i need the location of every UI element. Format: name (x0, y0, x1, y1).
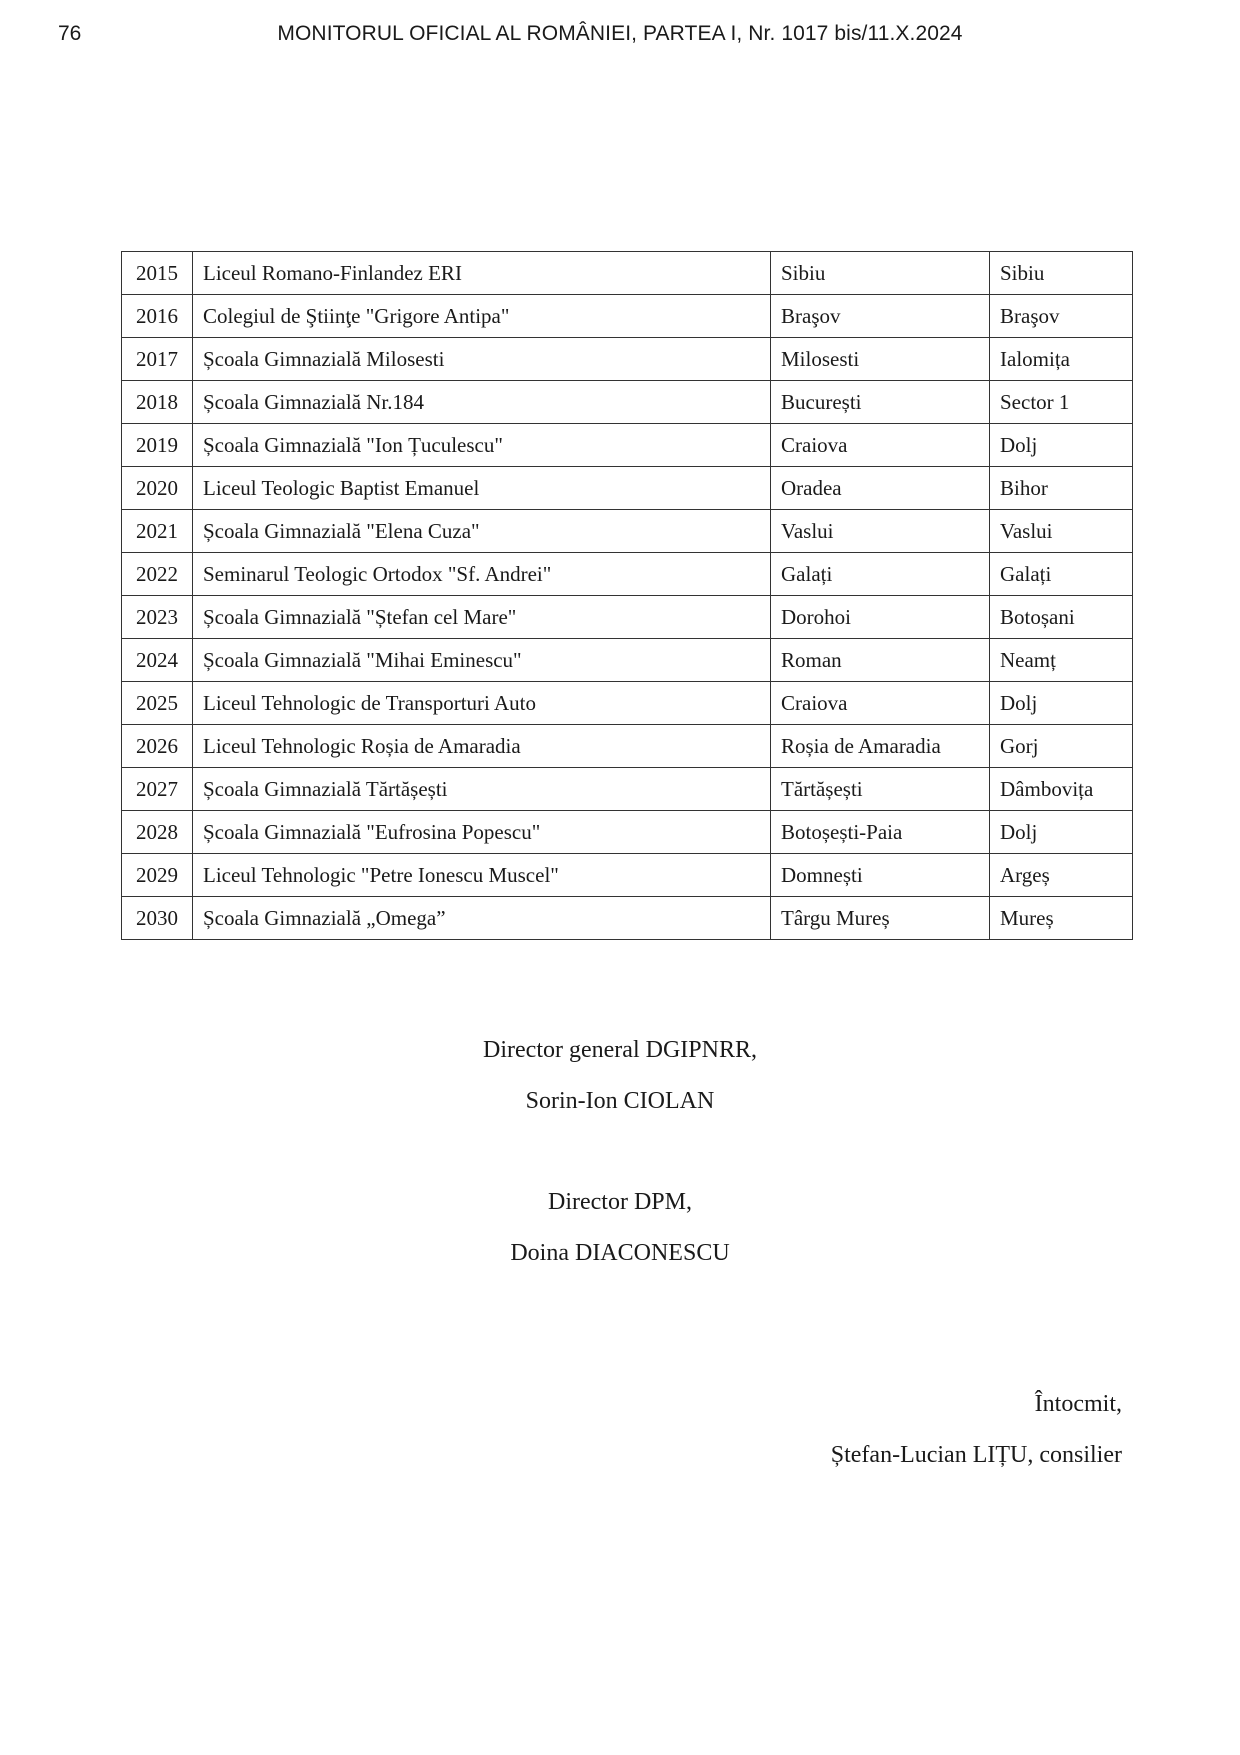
schools-table-body (122, 252, 1133, 940)
cell-county: Dolj (990, 682, 1133, 725)
cell-number: 2019 (122, 424, 193, 467)
cell-county: Sector 1 (990, 381, 1133, 424)
cell-number: 2021 (122, 510, 193, 553)
cell-number: 2016 (122, 295, 193, 338)
cell-number: 2020 (122, 467, 193, 510)
director-general-name: Sorin-Ion CIOLAN (525, 1088, 715, 1114)
cell-school-name: Școala Gimnazială "Ștefan cel Mare" (193, 596, 771, 639)
director-general-title: Director general DGIPNRR, (483, 1037, 757, 1063)
cell-county: Botoșani (990, 596, 1133, 639)
cell-school-name: Liceul Tehnologic de Transporturi Auto (193, 682, 771, 725)
cell-school-name: Școala Gimnazială "Mihai Eminescu" (193, 639, 771, 682)
cell-locality: Braşov (771, 295, 990, 338)
cell-number: 2022 (122, 553, 193, 596)
table-row (122, 467, 1133, 510)
cell-school-name: Școala Gimnazială "Eufrosina Popescu" (193, 811, 771, 854)
cell-number: 2017 (122, 338, 193, 381)
cell-number: 2023 (122, 596, 193, 639)
running-header: MONITORUL OFICIAL AL ROMÂNIEI, PARTEA I, Nr. 1017 bis/11.X.2024 (277, 22, 963, 45)
cell-locality: Roșia de Amaradia (771, 725, 990, 768)
cell-county: Braşov (990, 295, 1133, 338)
cell-school-name: Colegiul de Ştiinţe "Grigore Antipa" (193, 295, 771, 338)
cell-county: Neamț (990, 639, 1133, 682)
cell-county: Gorj (990, 725, 1133, 768)
cell-school-name: Liceul Tehnologic "Petre Ionescu Muscel" (193, 854, 771, 897)
cell-locality: Craiova (771, 424, 990, 467)
cell-locality: Botoșești-Paia (771, 811, 990, 854)
table-row (122, 725, 1133, 768)
cell-locality: Milosesti (771, 338, 990, 381)
page-number: 76 (58, 22, 82, 45)
cell-school-name: Școala Gimnazială Nr.184 (193, 381, 771, 424)
cell-locality: Craiova (771, 682, 990, 725)
cell-county: Dâmbovița (990, 768, 1133, 811)
schools-table (121, 251, 1133, 940)
table-row (122, 381, 1133, 424)
cell-county: Galați (990, 553, 1133, 596)
table-row (122, 682, 1133, 725)
cell-locality: Tărtășești (771, 768, 990, 811)
cell-locality: Roman (771, 639, 990, 682)
cell-locality: Dorohoi (771, 596, 990, 639)
cell-school-name: Școala Gimnazială Milosesti (193, 338, 771, 381)
table-row (122, 553, 1133, 596)
cell-locality: Vaslui (771, 510, 990, 553)
cell-number: 2027 (122, 768, 193, 811)
table-row (122, 897, 1133, 940)
cell-county: Ialomița (990, 338, 1133, 381)
cell-school-name: Liceul Tehnologic Roșia de Amaradia (193, 725, 771, 768)
cell-county: Bihor (990, 467, 1133, 510)
cell-number: 2018 (122, 381, 193, 424)
cell-school-name: Liceul Romano-Finlandez ERI (193, 252, 771, 295)
cell-school-name: Liceul Teologic Baptist Emanuel (193, 467, 771, 510)
cell-number: 2024 (122, 639, 193, 682)
prepared-by-name: Ștefan-Lucian LIȚU, consilier (830, 1442, 1122, 1468)
table-row (122, 338, 1133, 381)
cell-number: 2015 (122, 252, 193, 295)
table-row (122, 639, 1133, 682)
cell-number: 2028 (122, 811, 193, 854)
cell-locality: Oradea (771, 467, 990, 510)
cell-school-name: Școala Gimnazială „Omega” (193, 897, 771, 940)
cell-school-name: Seminarul Teologic Ortodox "Sf. Andrei" (193, 553, 771, 596)
cell-locality: Târgu Mureș (771, 897, 990, 940)
cell-county: Argeș (990, 854, 1133, 897)
director-dpm-name: Doina DIACONESCU (510, 1240, 730, 1266)
cell-number: 2030 (122, 897, 193, 940)
table-row (122, 424, 1133, 467)
cell-county: Dolj (990, 811, 1133, 854)
table-row (122, 811, 1133, 854)
cell-county: Vaslui (990, 510, 1133, 553)
prepared-by-label: Întocmit, (1034, 1391, 1122, 1417)
cell-school-name: Școala Gimnazială Tărtășești (193, 768, 771, 811)
table-row (122, 596, 1133, 639)
cell-locality: Domnești (771, 854, 990, 897)
cell-number: 2025 (122, 682, 193, 725)
cell-number: 2029 (122, 854, 193, 897)
table-row (122, 252, 1133, 295)
cell-locality: Galați (771, 553, 990, 596)
cell-locality: București (771, 381, 990, 424)
cell-school-name: Școala Gimnazială "Ion Țuculescu" (193, 424, 771, 467)
table-row (122, 295, 1133, 338)
cell-county: Dolj (990, 424, 1133, 467)
table-row (122, 510, 1133, 553)
director-dpm-title: Director DPM, (548, 1189, 692, 1215)
table-row (122, 768, 1133, 811)
cell-school-name: Școala Gimnazială "Elena Cuza" (193, 510, 771, 553)
cell-number: 2026 (122, 725, 193, 768)
cell-locality: Sibiu (771, 252, 990, 295)
cell-county: Sibiu (990, 252, 1133, 295)
table-row (122, 854, 1133, 897)
cell-county: Mureș (990, 897, 1133, 940)
